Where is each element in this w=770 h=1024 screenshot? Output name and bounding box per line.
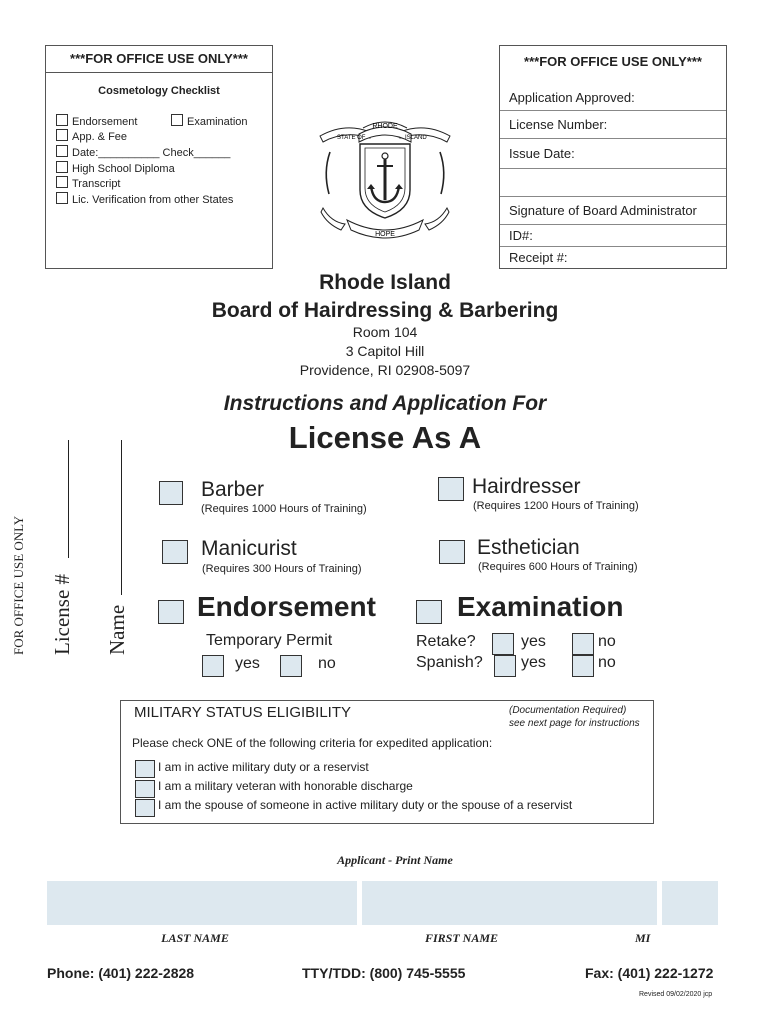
application-approved-label: Application Approved:: [509, 90, 635, 105]
id-field[interactable]: ID#:: [500, 224, 726, 246]
manicurist-requirement: (Requires 300 Hours of Training): [202, 563, 362, 575]
checkbox[interactable]: [56, 192, 68, 204]
spanish-no-label: no: [598, 654, 616, 671]
board-title-state: Rhode Island: [319, 271, 451, 294]
first-name-label: FIRST NAME: [425, 931, 499, 945]
checkbox[interactable]: [56, 114, 68, 126]
applicant-print-name-label: Applicant - Print Name: [337, 853, 453, 867]
barber-checkbox[interactable]: [159, 481, 183, 505]
checkbox[interactable]: [56, 161, 68, 173]
hairdresser-requirement: (Requires 1200 Hours of Training): [473, 500, 639, 512]
retake-yes-label: yes: [521, 633, 546, 650]
spanish-label: Spanish?: [416, 654, 483, 671]
spanish-no-checkbox[interactable]: [572, 655, 594, 677]
see-next-page-note: see next page for instructions: [509, 718, 640, 729]
military-active-checkbox[interactable]: [135, 760, 155, 778]
checkbox[interactable]: [56, 129, 68, 141]
last-name-input[interactable]: [47, 881, 357, 925]
middle-initial-input[interactable]: [662, 881, 718, 925]
first-name-input[interactable]: [362, 881, 657, 925]
military-criteria-prompt: Please check ONE of the following criteria for expedited application:: [132, 736, 493, 750]
board-administrator-signature-field[interactable]: Signature of Board Administrator: [500, 196, 726, 224]
seal-text-left: STATE OF: [337, 135, 366, 141]
license-heading: License As A: [288, 420, 482, 455]
temp-permit-no-label: no: [318, 655, 336, 672]
military-status-title: MILITARY STATUS ELIGIBILITY: [134, 704, 352, 721]
military-spouse-label: I am the spouse of someone in active military duty or the spouse of a reservist: [158, 798, 573, 812]
examination-label: Examination: [457, 591, 624, 622]
seal-text-top: RHODE: [372, 123, 398, 130]
documentation-required-note: (Documentation Required): [509, 705, 627, 716]
phone-number: Phone: (401) 222-2828: [47, 965, 195, 981]
military-status-box: [120, 700, 654, 824]
temp-permit-yes-label: yes: [235, 655, 260, 672]
retake-no-label: no: [598, 633, 616, 650]
checklist-high-school[interactable]: High School Diploma: [56, 161, 175, 176]
cosmetology-checklist-title: Cosmetology Checklist: [98, 85, 220, 97]
office-use-checklist-box: [45, 45, 273, 269]
manicurist-checkbox[interactable]: [162, 540, 188, 564]
checklist-examination[interactable]: Examination: [171, 114, 248, 129]
address-city: Providence, RI 02908-5097: [299, 362, 471, 378]
last-name-label: LAST NAME: [161, 931, 229, 945]
esthetician-checkbox[interactable]: [439, 540, 465, 564]
blank-field[interactable]: [500, 168, 726, 196]
checklist-endorsement[interactable]: Endorsement: [56, 114, 137, 129]
military-active-label: I am in active military duty or a reservist: [158, 760, 369, 774]
instructions-heading: Instructions and Application For: [223, 392, 547, 415]
retake-no-checkbox[interactable]: [572, 633, 594, 655]
address-room: Room 104: [352, 324, 418, 340]
checkbox[interactable]: [56, 176, 68, 188]
middle-initial-label: MI: [635, 931, 651, 945]
license-number-field[interactable]: License Number:: [500, 110, 726, 138]
military-spouse-checkbox[interactable]: [135, 799, 155, 817]
address-street: 3 Capitol Hill: [345, 343, 425, 359]
military-veteran-label: I am a military veteran with honorable discharge: [158, 779, 413, 793]
checklist-app-fee[interactable]: App. & Fee: [56, 129, 127, 144]
barber-requirement: (Requires 1000 Hours of Training): [201, 503, 367, 515]
esthetician-label: Esthetician: [477, 536, 580, 559]
office-use-header-left: ***FOR OFFICE USE ONLY***: [46, 46, 272, 73]
side-license-number-label: License #: [50, 573, 74, 655]
checkbox[interactable]: [171, 114, 183, 126]
office-use-header-right: ***FOR OFFICE USE ONLY***: [524, 54, 702, 69]
checklist-transcript[interactable]: Transcript: [56, 176, 121, 191]
temporary-permit-label: Temporary Permit: [206, 632, 333, 649]
side-name-label: Name: [105, 604, 129, 655]
checkbox[interactable]: [56, 145, 68, 157]
spanish-yes-label: yes: [521, 654, 546, 671]
manicurist-label: Manicurist: [201, 537, 297, 560]
spanish-yes-checkbox[interactable]: [494, 655, 516, 677]
seal-text-bottom: HOPE: [375, 231, 395, 238]
military-veteran-checkbox[interactable]: [135, 780, 155, 798]
retake-label: Retake?: [416, 633, 476, 650]
esthetician-requirement: (Requires 600 Hours of Training): [478, 561, 638, 573]
office-use-approval-box: [499, 45, 727, 269]
rhode-island-seal: [315, 112, 455, 242]
checklist-date-check[interactable]: Date:__________ Check______: [56, 145, 230, 160]
checklist-lic-verification[interactable]: Lic. Verification from other States: [56, 192, 233, 207]
revision-note: Revised 09/02/2020 jcp: [639, 991, 713, 998]
license-number-line[interactable]: [68, 440, 69, 558]
tty-number: TTY/TDD: (800) 745-5555: [302, 965, 466, 981]
name-line[interactable]: [121, 440, 122, 595]
endorsement-label: Endorsement: [197, 591, 376, 622]
hairdresser-checkbox[interactable]: [438, 477, 464, 501]
temp-permit-no-checkbox[interactable]: [280, 655, 302, 677]
barber-label: Barber: [201, 478, 265, 501]
retake-yes-checkbox[interactable]: [492, 633, 514, 655]
issue-date-field[interactable]: Issue Date:: [500, 138, 726, 168]
board-title-name: Board of Hairdressing & Barbering: [211, 299, 559, 322]
temp-permit-yes-checkbox[interactable]: [202, 655, 224, 677]
side-office-use-only: FOR OFFICE USE ONLY: [11, 515, 26, 655]
receipt-field[interactable]: Receipt #:: [500, 246, 726, 268]
hairdresser-label: Hairdresser: [472, 475, 581, 498]
seal-text-right: ISLAND: [405, 135, 427, 141]
fax-number: Fax: (401) 222-1272: [585, 965, 714, 981]
endorsement-checkbox[interactable]: [158, 600, 184, 624]
examination-checkbox[interactable]: [416, 600, 442, 624]
